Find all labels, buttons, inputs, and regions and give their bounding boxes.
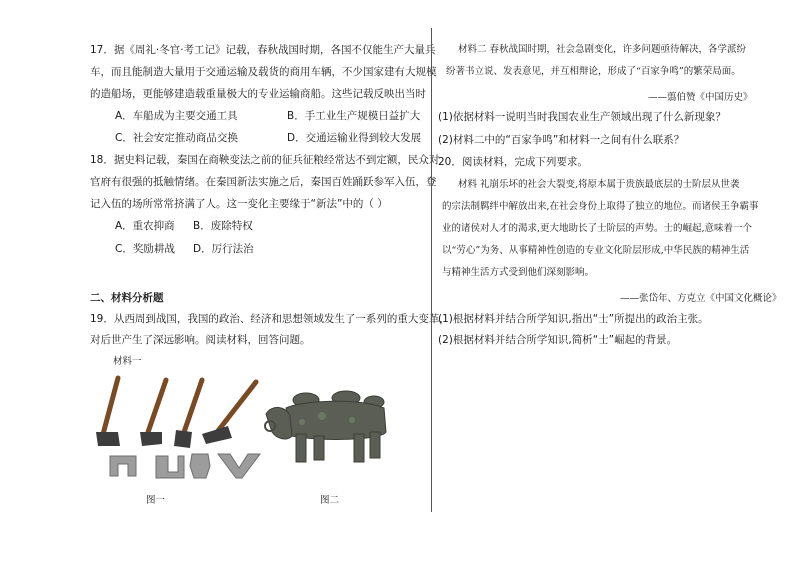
bronze-ox-figure <box>262 386 394 468</box>
q20-material-line-2: 的宗法制羁绊中解放出来,在社会身份上取得了独立的地位。而诸侯王争霸事 <box>442 201 759 212</box>
farming-tools-figure <box>96 372 266 484</box>
q20-title: 20．阅读材料，完成下列要求。 <box>438 156 588 168</box>
q20-question-2: (2)根据材料并结合所学知识,简析“士”崛起的背景。 <box>438 334 678 346</box>
figure2-caption: 图二 <box>320 495 340 506</box>
material2-line-2: 纷著书立说、发表意见，并互相辩论，形成了“百家争鸣”的繁荣局面。 <box>446 66 741 77</box>
q18-stem-line-1: 18．据史料记载，秦国在商鞅变法之前的征兵征粮经常达不到定额，民众对 <box>90 154 440 166</box>
q19-question-1: (1)依据材料一说明当时我国农业生产领域出现了什么新现象？ <box>438 111 726 123</box>
q19-question-2: (2)材料二中的“百家争鸣”和材料一之间有什么联系？ <box>438 134 685 146</box>
q20-material-line-5: 与精神生活方式受到他们深刻影响。 <box>442 267 595 278</box>
q17-stem-line-1: 17．据《周礼·冬官·考工记》记载，春秋战国时期，各国不仅能生产大量兵 <box>90 44 436 56</box>
q20-material-line-4: 以“劳心”为务、从事精神性创造的专业文化阶层形成,中华民族的精神生活 <box>442 245 750 256</box>
q18-stem-line-3: 记入伍的场所常常挤满了人。这一变化主要缘于“新法”中的（ ） <box>90 198 388 210</box>
column-divider <box>431 28 432 512</box>
q17-stem-line-2: 车，而且能制造大量用于交通运输及载货的商用车辆，不少国家建有大规模 <box>90 66 437 78</box>
q17-stem-line-3: 的造船场，更能够建造载重量极大的专业运输商船。这些记载反映出当时 <box>90 88 426 100</box>
q17-option-a[interactable]: A．车船成为主要交通工具 <box>115 110 238 122</box>
q18-stem-line-2: 官府有很强的抵触情绪。在秦国新法实施之后，秦国百姓踊跃参军入伍，登 <box>90 176 437 188</box>
material2-line-1: 材料二 春秋战国时期，社会急剧变化，许多问题亟待解决，各学派纷 <box>458 44 747 55</box>
q19-stem-line-2: 对后世产生了深远影响。阅读材料，回答问题。 <box>90 334 311 346</box>
q18-option-c[interactable]: C．奖励耕战 <box>115 243 175 255</box>
section-title: 二、材料分析题 <box>90 292 164 304</box>
material1-label: 材料一 <box>113 356 142 367</box>
q20-material-line-3: 业的诸侯对人才的渴求,更大地助长了士阶层的声势。士的崛起,意味着一个 <box>442 223 753 234</box>
q20-citation: ——张岱年、方克立《中国文化概论》 <box>620 293 782 304</box>
figure1-caption: 图一 <box>146 495 166 506</box>
q19-stem-line-1: 19．从西周到战国，我国的政治、经济和思想领域发生了一系列的重大变革， <box>90 313 450 325</box>
q20-material-line-1: 材料 礼崩乐坏的社会大裂变,将原本属于贵族最底层的士阶层从世袭 <box>458 179 740 190</box>
q18-option-d[interactable]: D．厉行法治 <box>193 243 254 255</box>
q18-option-a[interactable]: A．重农抑商 <box>115 220 175 232</box>
q18-option-b[interactable]: B．废除特权 <box>193 220 253 232</box>
q17-option-d[interactable]: D．交通运输业得到较大发展 <box>287 132 422 144</box>
q17-option-c[interactable]: C．社会安定推动商品交换 <box>115 132 238 144</box>
q20-question-1: (1)根据材料并结合所学知识,指出“士”所提出的政治主张。 <box>438 313 709 325</box>
material2-citation: ——翦伯赞《中国历史》 <box>648 92 753 103</box>
q17-option-b[interactable]: B．手工业生产规模日益扩大 <box>287 110 421 122</box>
